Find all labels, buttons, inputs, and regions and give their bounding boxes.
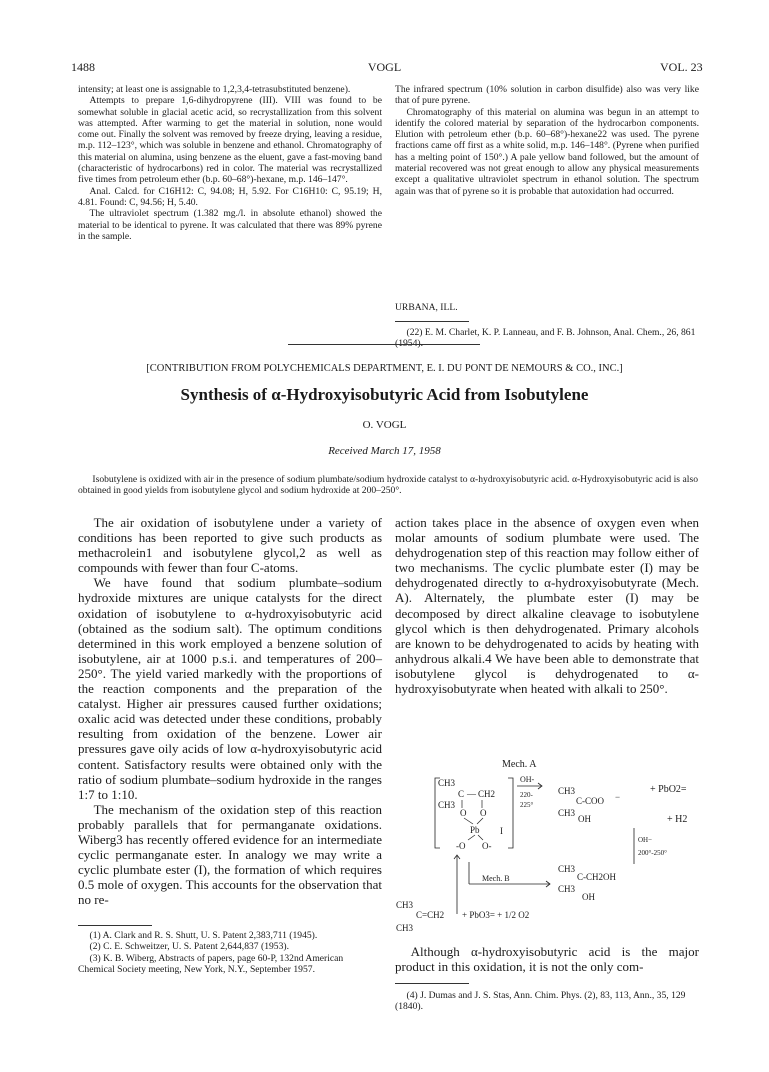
product-charge: − — [615, 792, 621, 802]
ester-ch2: CH2 — [478, 789, 496, 799]
body-paragraph: Although α-hydroxyisobutyric acid is the major product in this oxidation, it is not the only com- — [395, 944, 699, 975]
ester-oxygen: O — [480, 808, 487, 818]
condition-temp: 220- — [520, 791, 533, 799]
page-number: 1488 — [71, 60, 95, 74]
footnote-rule — [395, 321, 469, 322]
reaction-scheme — [390, 756, 730, 936]
mech-a-label: Mech. A — [502, 759, 537, 770]
body-right-column — [395, 515, 699, 696]
abstract: Isobutylene is oxidized with air in the presence of sodium plumbate/sodium hydroxide catalyst to α-hydroxyisobutyric acid. α-Hydroxyisobutyric acid is also obtained in good yields from isobutylene glycol and sodium hydroxide at 200–250°. — [78, 474, 698, 497]
body-paragraph: action takes place in the absence of oxygen even when molar amounts of sodium plumbate were used. The dehydrogenation step of this reaction may follow either of two mechanisms. The cyclic plumbate ester (I) may be dehydrogenated directly to α-hydroxyisobutyrate (Mech. A). Alternately, the plumbate ester (I) may be decomposed by direct alkaline cleavage to isobutylene glycol which is then dehydrogenated. Primary alcohols are known to be dehydrogenated to acids by heating with anhydrous alkali.4 We have been able to demonstrate that isobutylene glycol is dehydrogenated to α-hydroxyisobutyrate when heated with alkali to 250°. — [395, 515, 699, 697]
product-plumbite: + PbO2= — [650, 784, 687, 795]
reactant-ch3: CH3 — [396, 900, 414, 910]
product-carboxylate: C-COO — [576, 796, 605, 806]
footnotes-left — [78, 930, 382, 975]
prev-footnote: (22) E. M. Charlet, K. P. Lanneau, and F. B. Johnson, Anal. Chem., 26, 861 (1954). — [395, 327, 696, 350]
footnote: (3) K. B. Wiberg, Abstracts of papers, page 60-P, 132nd American Chemical Society meeting, New York, N.Y., September 1957. — [78, 952, 344, 975]
prev-paragraph: intensity; at least one is assignable to 1,2,3,4-tetrasubstituted benzene). — [78, 84, 351, 95]
article-separator — [288, 344, 480, 345]
ester-lead: Pb — [470, 825, 480, 835]
glycol-oh: OH — [582, 892, 595, 902]
contribution-line: [CONTRIBUTION FROM POLYCHEMICALS DEPARTMENT, E. I. DU PONT DE NEMOURS & CO., INC.] — [146, 363, 623, 374]
product-ch3: CH3 — [558, 808, 576, 818]
condition-temp: 200°-250° — [638, 849, 667, 857]
product-hydrogen: + H2 — [667, 814, 688, 825]
condition-temp: 225° — [520, 801, 534, 809]
product-oh: OH — [578, 814, 591, 824]
ester-carbon: C — [458, 789, 465, 799]
ester-ch3-top: CH3 — [438, 778, 456, 788]
footnote-rule — [78, 925, 152, 926]
prev-paragraph: The infrared spectrum (10% solution in carbon disulfide) also was very like that of pure pyrene. — [395, 84, 699, 107]
body-paragraph: We have found that sodium plumbate–sodium hydroxide mixtures are unique catalysts for the direct oxidation of isobutylene to α-hydroxyisobutyric acid (obtained as the sodium salt). The optimum conditions determined in this work employed a benzene solution of isobutylene, air at 1000 p.s.i. and temperatures of 200–250°. The yield varied markedly with the proportions of the reaction components and the preparation of the catalyst. Higher air pressures caused further oxidations; oxalic acid was detected under these conditions, probably resulting from oxidation of the benzene. Lower air pressures gave oily acids of low α-hydroxyisobutyric acid content. Satisfactory results were obtained only with the ratio of sodium plumbate–sodium hydroxide in the ranges 1:7 to 1:10. — [78, 575, 382, 802]
article-author: O. VOGL — [362, 419, 407, 431]
prev-article-left-column — [78, 84, 382, 242]
bond — [468, 835, 475, 840]
ester-dash: — — [467, 789, 476, 799]
prev-article-right-column — [395, 84, 699, 197]
mech-b-label: Mech. B — [482, 874, 510, 883]
footnote-rule — [395, 983, 469, 984]
reactant-alkene: C=CH2 — [416, 910, 445, 920]
ester-label: I — [500, 826, 503, 836]
received-date: Received March 17, 1958 — [328, 445, 441, 457]
ester-oxide: -O — [456, 841, 466, 851]
ester-oxygen: O — [460, 808, 467, 818]
prev-paragraph: Anal. Calcd. for C16H12: C, 94.08; H, 5.92. For C16H10: C, 95.19; H, 4.81. Found: C, 94.56; H, 5.40. — [78, 185, 382, 208]
reactant-ch3: CH3 — [396, 923, 414, 933]
body-paragraph: The mechanism of the oxidation step of this reaction probably parallels that for permanganate oxidations. Wiberg3 has recently offered evidence for an intermediate cyclic permanganate ester. In analogy we may write a cyclic plumbate ester (I), the formation of which requires 0.5 mole of oxygen. This accounts for the observation that no re- — [78, 801, 382, 908]
bond — [478, 835, 483, 840]
running-head-author: VOGL — [367, 60, 402, 74]
ester-oxide: O- — [482, 841, 492, 851]
condition-hydroxide: OH- — [520, 775, 535, 784]
prev-paragraph: The ultraviolet spectrum (1.382 mg./l. in absolute ethanol) showed the material to be identical to pyrene. It was calculated that there was 89% pyrene in the sample. — [78, 208, 382, 242]
body-paragraph: The air oxidation of isobutylene under a variety of conditions has been reported to give such products as methacrolein1 and isobutylene glycol,2 as well as compounds with fewer than four C-atoms. — [78, 515, 382, 576]
condition-hydroxide: OH− — [638, 836, 653, 844]
glycol-chain: C-CH2OH — [577, 872, 617, 882]
running-head-volume: VOL. 23 — [660, 60, 703, 74]
footnote: (2) C. E. Schweitzer, U. S. Patent 2,644,837 (1953). — [89, 941, 289, 953]
prev-article-location: URBANA, ILL. — [395, 302, 458, 313]
ester-ch3-bottom: CH3 — [438, 800, 456, 810]
prev-paragraph: Chromatography of this material on alumina was begun in an attempt to identify the colored material by separation of the hydrocarbon components. Elution with petroleum ether (b.p. 60–68°)-hexane22 was used. The pyrene fractions came off first as a white solid, m.p. 146–148°. (Pyrene when purified has a melting point of 150°.) A pale yellow band followed, but the amount of material recovered was not great enough to allow any physical measurements except a qualitative ultraviolet spectrum in ethanol solution. The spectrum again was that of pyrene so it is probable that autoxidation had occurred. — [395, 106, 699, 197]
body-left-column — [78, 515, 382, 907]
prev-paragraph: Attempts to prepare 1,6-dihydropyrene (III). VIII was found to be somewhat soluble in glacial acetic acid, so recrystallization from this solvent was attempted. After warming to get the material in solution, none would come out. Finally the solvent was removed by freeze drying, leaving a residue, m.p. 112–123°, which was soluble in benzene and ethanol. Chromatography of this material on alumina, using benzene as the eluent, gave a fast-moving band (characteristic of hydrocarbons) red in color. The material was recrystallized five times from petroleum ether (b.p. 60–68°)-hexane, m.p. 146–147°. — [78, 95, 382, 186]
product-ch3: CH3 — [558, 786, 576, 796]
article-title: Synthesis of α-Hydroxyisobutyric Acid from Isobutylene — [180, 385, 589, 404]
bond — [464, 818, 473, 824]
footnote: (4) J. Dumas and J. S. Stas, Ann. Chim. Phys. (2), 83, 113, Ann., 35, 129 (1840). — [395, 990, 686, 1013]
glycol-ch3: CH3 — [558, 884, 576, 894]
body-right-continuation — [395, 944, 699, 974]
bond — [477, 818, 483, 824]
reactant-reagents: + PbO3= + 1/2 O2 — [462, 910, 530, 920]
footnote: (1) A. Clark and R. S. Shutt, U. S. Patent 2,383,711 (1945). — [89, 930, 318, 941]
glycol-ch3: CH3 — [558, 864, 576, 874]
